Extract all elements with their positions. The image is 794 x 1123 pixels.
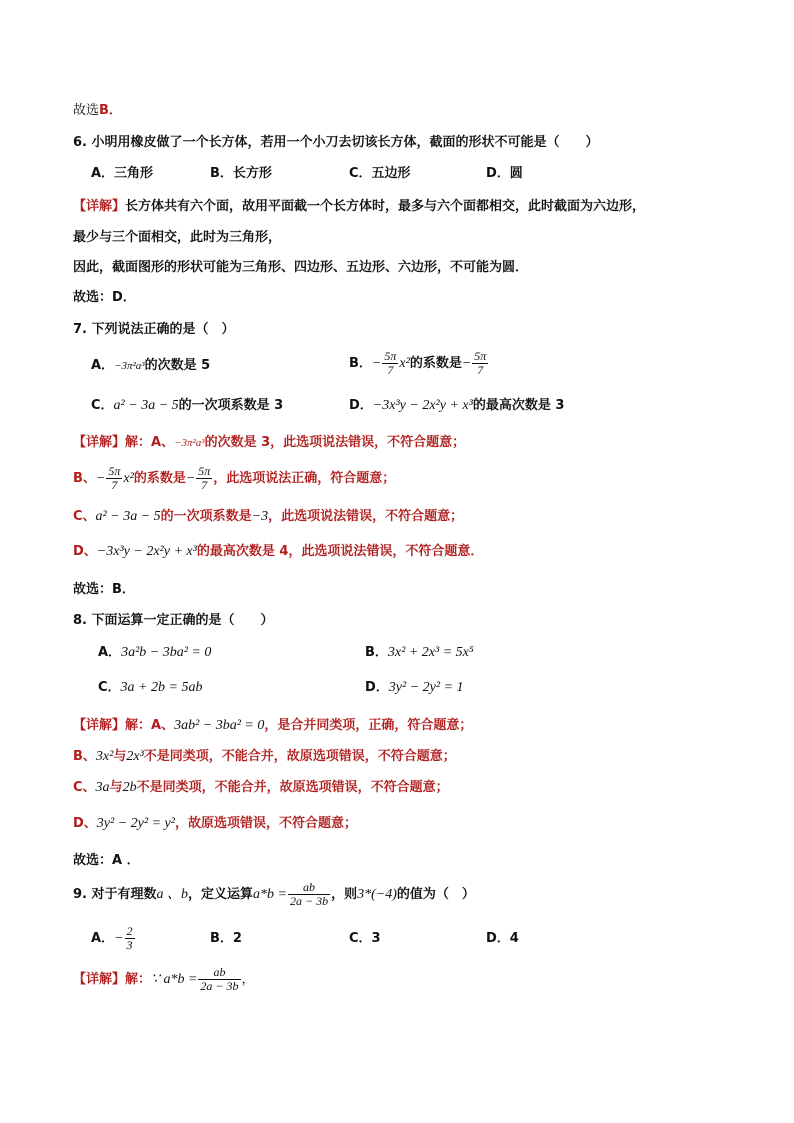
q7-option-d: D．−3x³y − 2x²y + x³的最高次数是 3: [349, 398, 565, 413]
q6-option-c: C．五边形: [349, 166, 411, 181]
q7-option-b: B．− $\frac{5\pi}{7}$ x²的系数是− $\frac{5\pi}{7}$: [349, 349, 487, 377]
q8-option-b: B．3x² + 2x³ = 5x⁵: [365, 645, 474, 660]
q9-option-d: D．4: [486, 931, 519, 946]
q8-option-d: D．3y² − 2y² = 1: [365, 680, 464, 695]
q8-explain-1: 【详解】解：A、3ab² − 3ba² = 0，是合并同类项，正确，符合题意；: [73, 718, 473, 733]
q8-option-c: C．3a + 2b = 5ab: [98, 680, 203, 695]
q7-explain-3: C、a² − 3a − 5的一次项系数是−3，此选项说法错误，不符合题意；: [73, 509, 464, 524]
explain-tag: 【详解】: [73, 199, 126, 214]
q8-stem: 8. 下面运算一定正确的是（ ）: [73, 613, 274, 628]
q7-answer: 故选：B．: [73, 582, 135, 597]
q8-explain-4: D、3y² − 2y² = y²，故原选项错误，不符合题意；: [73, 816, 357, 831]
q9-stem: 9. 对于有理数a 、b，定义运算a*b = $\frac{ab}{2a - 3b}$ ，则3*(−4)的值为（ ）: [73, 880, 475, 908]
q9-option-a: A．− $\frac{2}{3}$: [91, 924, 133, 952]
q6-option-d: D．圆: [486, 166, 523, 181]
q6-option-a: A．三角形: [91, 166, 154, 181]
q7-explain-2: B、− $\frac{5\pi}{7}$ x²的系数是− $\frac{5\pi}{7}$ ，此选项说法正确，符合题意；: [73, 464, 396, 492]
q6-explain-3: 因此，截面图形的形状可能为三角形、四边形、五边形、六边形，不可能为圆．: [73, 260, 529, 275]
q7-b-fraction-2: $\frac{5\pi}{7}$: [474, 349, 487, 377]
q7-stem: 7. 下列说法正确的是（ ）: [73, 322, 235, 337]
q7-option-a: A．−3π²a³的次数是 5: [91, 358, 211, 373]
q7-explain-1: 【详解】解：A、−3π²a³的次数是 3，此选项说法错误，不符合题意；: [73, 435, 466, 450]
q6-option-b: B．长方形: [210, 166, 272, 181]
q6-answer: 故选：D．: [73, 290, 136, 305]
q8-explain-3: C、3a与2b不是同类项，不能合并，故原选项错误，不符合题意；: [73, 780, 449, 795]
q9-explain-1: 【详解】解：∵ a*b = $\frac{ab}{2a - 3b}$ ，: [73, 965, 255, 993]
q6-stem: 6. 小明用橡皮做了一个长方体，若用一个小刀去切该长方体，截面的形状不可能是（ ）: [73, 135, 599, 150]
q8-option-a: A．3a²b − 3ba² = 0: [98, 645, 212, 660]
q7-b-fraction: $\frac{5\pi}{7}$: [384, 349, 397, 377]
q8-answer: 故选：A ．: [73, 853, 140, 868]
q7-option-c: C．a² − 3a − 5的一次项系数是 3: [91, 398, 284, 413]
prev-answer: 故选B．: [73, 103, 122, 118]
q9-option-c: C．3: [349, 931, 381, 946]
q6-explain-1: 【详解】长方体共有六个面，故用平面截一个长方体时，最多与六个面都相交，此时截面为六边形，: [73, 199, 646, 214]
q9-option-b: B．2: [210, 931, 242, 946]
q9-fraction: $\frac{ab}{2a - 3b}$: [289, 880, 329, 908]
q8-explain-2: B、3x²与2x³不是同类项，不能合并，故原选项错误，不符合题意；: [73, 749, 456, 764]
q6-explain-2: 最少与三个面相交，此时为三角形，: [73, 230, 282, 245]
q7-explain-4: D、−3x³y − 2x²y + x³的最高次数是 4，此选项说法错误，不符合题意．: [73, 544, 484, 559]
